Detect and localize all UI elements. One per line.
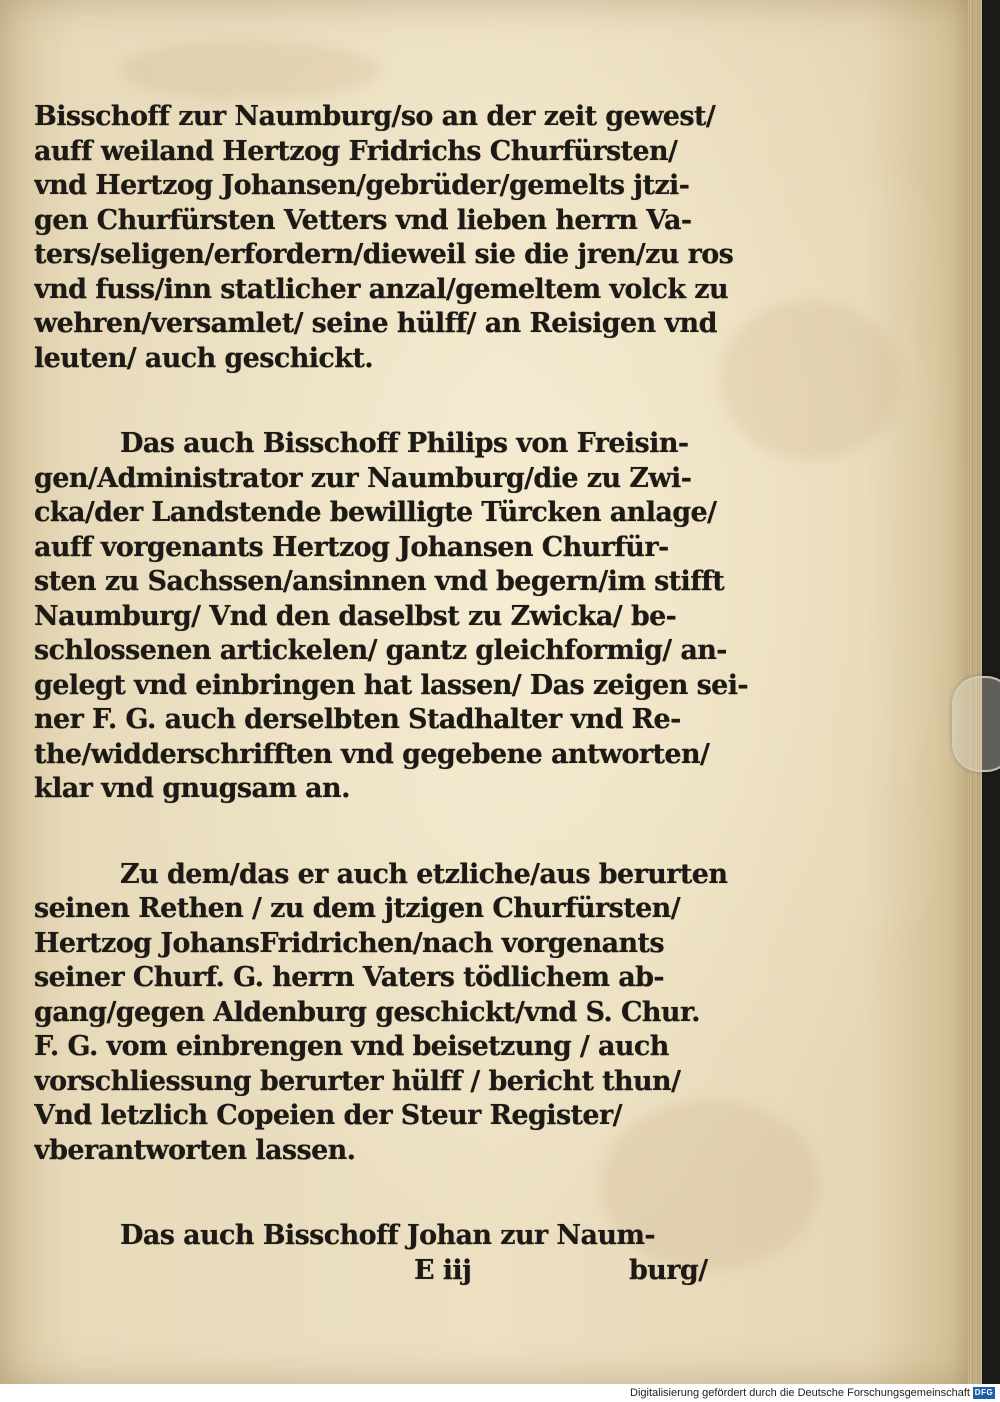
- text-line: gen/Administrator zur Naumburg/die zu Zwi-: [34, 462, 692, 494]
- text-line: cka/der Landstende bewilligte Türcken anlage/: [34, 497, 717, 528]
- page-text: [34, 100, 764, 1288]
- text-line: wehren/versamlet/ seine hülff/ an Reisigen vnd: [34, 308, 717, 339]
- text-line: vorschliessung berurter hülff / bericht thun/: [34, 1065, 681, 1097]
- text-line: vnd Hertzog Johansen/gebrüder/gemelts jtzi-: [34, 170, 690, 201]
- paragraph-3: [34, 858, 764, 1169]
- paragraph-2: [34, 427, 764, 807]
- text-line: Das auch Bisschoff Philips von Freisin-: [120, 428, 689, 459]
- text-line: the/widderschrifften vnd gegebene antworten/: [34, 738, 710, 770]
- text-line: auff weiland Hertzog Fridrichs Churfürsten/: [34, 135, 678, 167]
- text-line: klar vnd gnugsam an.: [34, 773, 350, 804]
- text-line: leuten/ auch geschickt.: [34, 342, 374, 374]
- text-line: gang/gegen Aldenburg geschickt/vnd S. Chur.: [34, 996, 700, 1028]
- paragraph-1: [34, 100, 764, 376]
- text-line: sten zu Sachssen/ansinnen vnd begern/im stifft: [34, 566, 725, 597]
- text-line: Das auch Bisschoff Johan zur Naum-: [120, 1220, 655, 1251]
- page-foot-row: [34, 1254, 764, 1288]
- text-line: vnd fuss/inn statlicher anzal/gemeltem volck zu: [34, 273, 729, 305]
- funding-credit: Digitalisierung gefördert durch die Deutsche Forschungsgemeinschaft: [630, 1387, 970, 1399]
- page-tab: [952, 676, 1000, 772]
- text-line: seiner Churf. G. herrn Vaters tödlichem ab-: [34, 962, 664, 993]
- signature-mark: E iij: [414, 1254, 472, 1286]
- paragraph-4: [34, 1219, 764, 1288]
- text-line: seinen Rethen / zu dem jtzigen Churfürsten/: [34, 893, 680, 924]
- dfg-logo: DFG: [974, 1388, 994, 1397]
- catchword: burg/: [629, 1254, 708, 1286]
- text-line: ters/seligen/erfordern/dieweil sie die jren/zu ros: [34, 239, 734, 270]
- text-line: schlossenen artickelen/ gantz gleichformig/ an-: [34, 635, 727, 666]
- text-line: gelegt vnd einbringen hat lassen/ Das zeigen sei-: [34, 669, 749, 701]
- text-line: Zu dem/das er auch etzliche/aus berurten: [120, 858, 728, 890]
- text-line: Hertzog JohansFridrichen/nach vorgenants: [34, 927, 665, 959]
- paper-stain: [120, 40, 380, 100]
- text-line: Bisschoff zur Naumburg/so an der zeit gewest/: [34, 101, 716, 132]
- text-line: ner F. G. auch derselbten Stadhalter vnd Re-: [34, 704, 681, 735]
- text-line: Naumburg/ Vnd den daselbst zu Zwicka/ be-: [34, 600, 677, 632]
- text-line: Vnd letzlich Copeien der Steur Register/: [34, 1100, 622, 1131]
- text-line: F. G. vom einbrengen vnd beisetzung / auch: [34, 1031, 669, 1062]
- text-line: auff vorgenants Hertzog Johansen Churfür-: [34, 531, 669, 563]
- text-line: gen Churfürsten Vetters vnd lieben herrn Va-: [34, 204, 692, 236]
- text-line: vberantworten lassen.: [34, 1134, 356, 1166]
